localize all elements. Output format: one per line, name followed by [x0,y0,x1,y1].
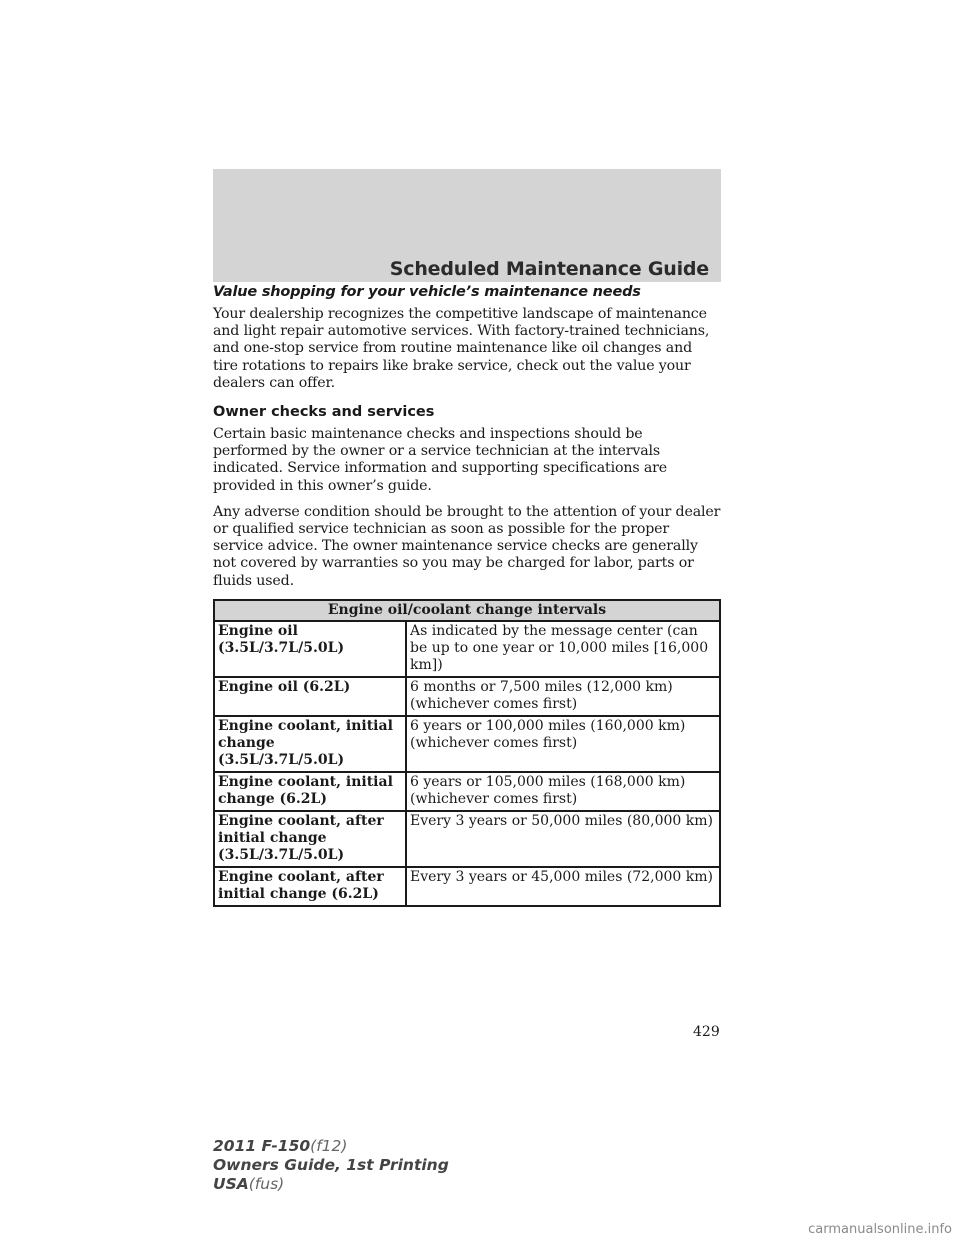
footer-line-market [213,1175,449,1194]
table-row [214,867,720,906]
row-interval: As indicated by the message center (can be up to one year or 10,000 miles [16,000 km]) [406,621,720,677]
page-content [213,284,721,907]
row-item: Engine coolant, initial change (3.5L/3.7L/5.0L) [214,716,406,772]
footer-line-model [213,1137,449,1156]
footer-model: 2011 F-150 [213,1137,311,1155]
row-interval: 6 years or 100,000 miles (160,000 km) (whichever comes first) [406,716,720,772]
row-interval: 6 months or 7,500 miles (12,000 km) (whichever comes first) [406,677,720,716]
change-intervals-table [213,599,721,907]
table-header-row [214,600,720,621]
row-interval: 6 years or 105,000 miles (168,000 km) (whichever comes first) [406,772,720,811]
row-item: Engine oil (6.2L) [214,677,406,716]
header-band [213,169,721,282]
page-header-title: Scheduled Maintenance Guide [389,258,709,280]
table-row [214,716,720,772]
table-title: Engine oil/coolant change intervals [214,600,720,621]
table-row [214,621,720,677]
row-item: Engine coolant, initial change (6.2L) [214,772,406,811]
row-item: Engine coolant, after initial change (6.2L) [214,867,406,906]
row-interval: Every 3 years or 50,000 miles (80,000 km) [406,811,720,867]
print-footer [213,1137,449,1194]
row-item: Engine oil (3.5L/3.7L/5.0L) [214,621,406,677]
value-shopping-paragraph: Your dealership recognizes the competitive landscape of maintenance and light repair automotive services. With factory-trained technicians, and one-stop service from routine maintenance like oil changes and tire rotations to repairs like brake service, check out the value your dealers can offer. [213,306,710,391]
footer-market-code: (fus) [248,1175,285,1193]
page-number: 429 [693,1024,720,1040]
table-row [214,677,720,716]
watermark-link[interactable]: carmanualsonline.info [808,1222,952,1237]
owner-checks-paragraph-1: Certain basic maintenance checks and inspections should be performed by the owner or a service technician at the intervals indicated. Service information and supporting specifications are provided in this owner’s guide. [213,426,668,494]
row-item: Engine coolant, after initial change (3.5L/3.7L/5.0L) [214,811,406,867]
section-heading-value-shopping: Value shopping for your vehicle’s maintenance needs [213,284,641,300]
table-row [214,772,720,811]
section-heading-owner-checks: Owner checks and services [213,404,435,421]
table-row [214,811,720,867]
footer-model-code: (f12) [310,1137,348,1155]
footer-market: USA [213,1175,249,1193]
owner-checks-paragraph-2: Any adverse condition should be brought to the attention of your dealer or qualified service technician as soon as possible for the proper service advice. The owner maintenance service checks are generally not covered by warranties so you may be charged for labor, parts or fluids used. [213,503,721,589]
row-interval: Every 3 years or 45,000 miles (72,000 km) [406,867,720,906]
footer-line-guide [213,1156,449,1175]
footer-guide: Owners Guide, 1st Printing [213,1156,449,1174]
